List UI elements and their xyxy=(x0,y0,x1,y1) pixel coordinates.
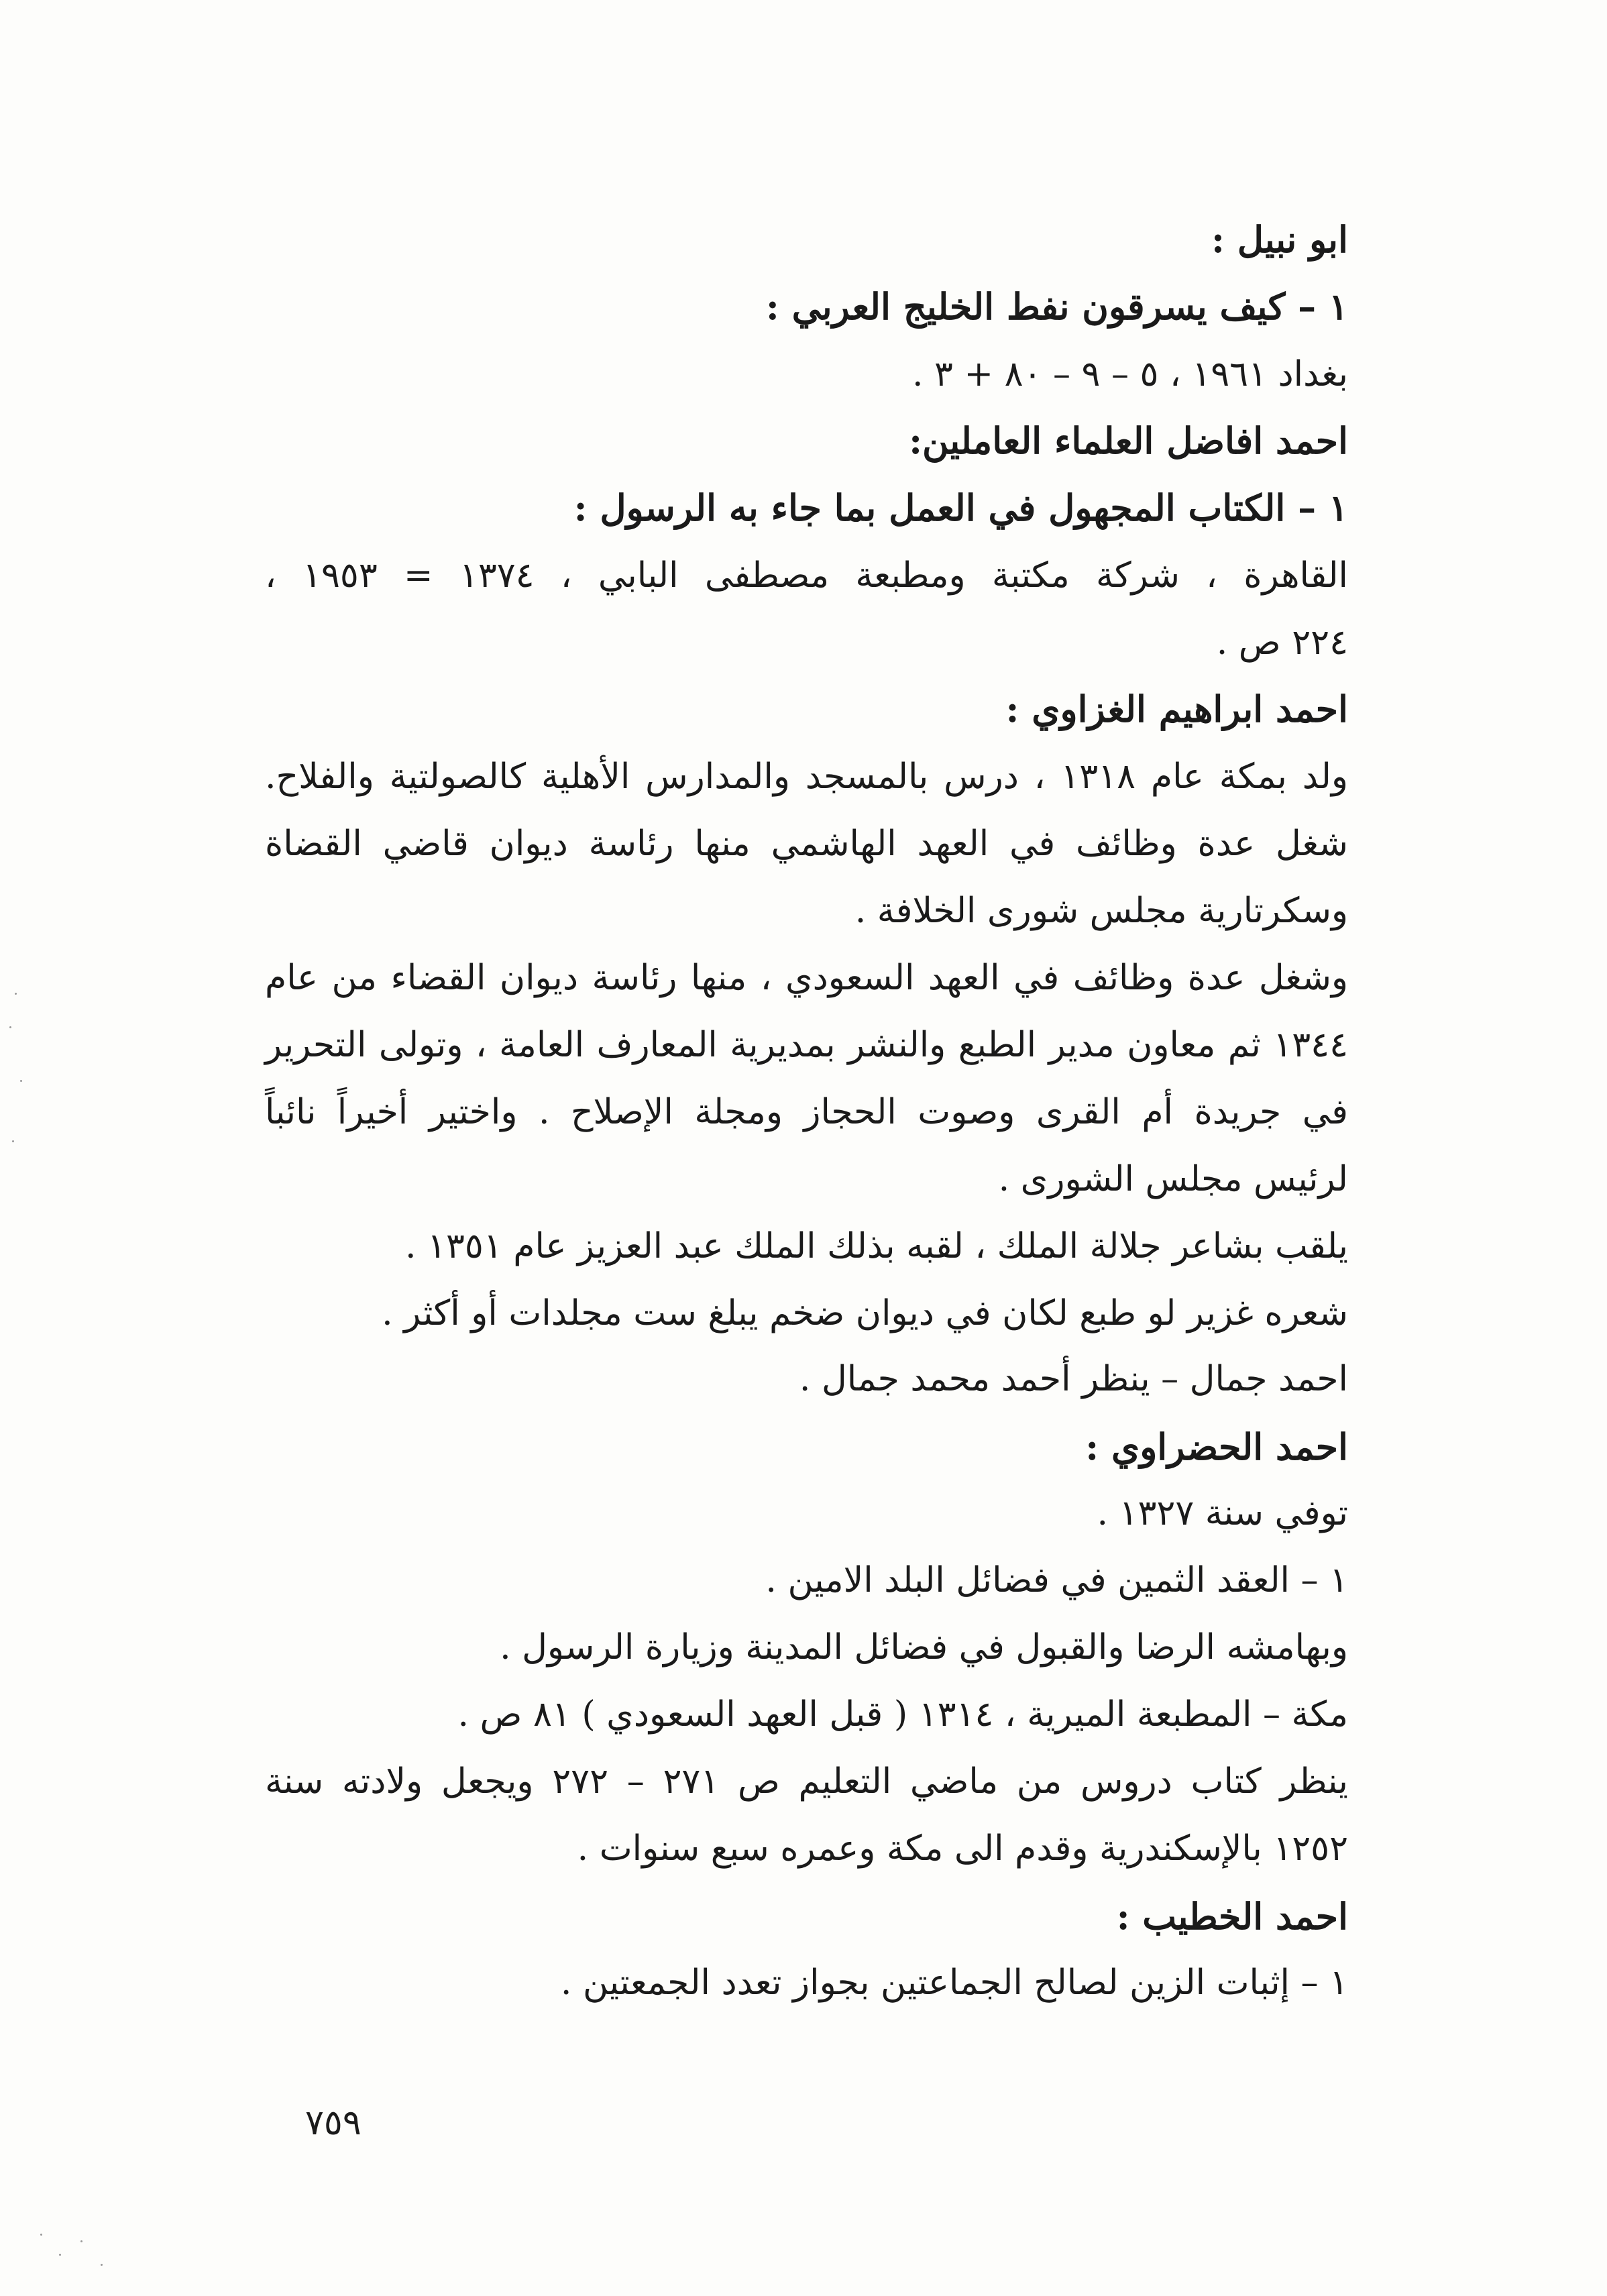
publication-line: بغداد ١٩٦١ ، ٥ – ٩ – ٨٠ + ٣ . xyxy=(911,354,1348,394)
entry-cross-reference-jamal: احمد جمال – ينظر أحمد محمد جمال . xyxy=(799,1359,1348,1399)
entry-heading-ghazzawi: احمد ابراهيم الغزاوي : xyxy=(1005,688,1348,730)
page-number: ٧٥٩ xyxy=(305,2103,362,2143)
publication-line: مكة – المطبعة الميرية ، ١٣١٤ ( قبل العهد السعودي ) ٨١ ص . xyxy=(457,1694,1348,1735)
biography-line: في جريدة أم القرى وصوت الحجاز ومجلة الإصلاح . واختير أخيراً نائباً xyxy=(265,1092,1348,1132)
scan-speck xyxy=(9,1026,11,1028)
book-title-line: ١ – الكتاب المجهول في العمل بما جاء به الرسول : xyxy=(573,486,1348,529)
entry-heading-afadil-ulama: احمد افاضل العلماء العاملين: xyxy=(909,419,1348,462)
biography-line: وسكرتارية مجلس شورى الخلافة . xyxy=(854,891,1348,931)
scan-speck xyxy=(20,1080,22,1082)
entry-heading-abu-nabil: ابو نبيل : xyxy=(1211,218,1348,261)
entry-heading-hadrawi: احمد الحضراوي : xyxy=(1085,1425,1348,1468)
reference-note-line: ينظر كتاب دروس من ماضي التعليم ص ٢٧١ – ٢٧٢ ويجعل ولادته سنة xyxy=(265,1761,1348,1802)
scan-speck xyxy=(59,2254,61,2256)
book-title-line: ١ – إثبات الزين لصالح الجماعتين بجواز تعدد الجمعتين . xyxy=(560,1963,1348,2003)
scan-speck xyxy=(80,2240,82,2242)
biography-line: شعره غزير لو طبع لكان في ديوان ضخم يبلغ ست مجلدات أو أكثر . xyxy=(382,1293,1348,1333)
book-margin-note-line: وبهامشه الرضا والقبول في فضائل المدينة وزيارة الرسول . xyxy=(500,1627,1348,1668)
scan-speck xyxy=(12,1140,14,1142)
biography-line: لرئيس مجلس الشورى . xyxy=(998,1159,1348,1199)
biography-line: وشغل عدة وظائف في العهد السعودي ، منها رئاسة ديوان القضاء من عام xyxy=(265,958,1348,998)
scan-speck xyxy=(15,993,17,995)
biography-line: شغل عدة وظائف في العهد الهاشمي منها رئاسة ديوان قاضي القضاة xyxy=(265,824,1348,864)
entry-heading-khatib: احمد الخطيب : xyxy=(1116,1895,1348,1938)
page-count-line: ٢٢٤ ص . xyxy=(1216,622,1348,663)
scan-speck xyxy=(101,2264,103,2266)
biography-line: يلقب بشاعر جلالة الملك ، لقبه بذلك الملك عبد العزيز عام ١٣٥١ . xyxy=(404,1226,1348,1266)
book-title-line: ١ – كيف يسرقون نفط الخليج العربي : xyxy=(765,285,1348,328)
reference-note-line: ١٢٥٢ بالإسكندرية وقدم الى مكة وعمره سبع سنوات . xyxy=(577,1828,1348,1869)
scan-speck xyxy=(40,2234,42,2236)
biography-line: ١٣٤٤ ثم معاون مدير الطبع والنشر بمديرية المعارف العامة ، وتولى التحرير xyxy=(265,1025,1348,1065)
publication-line: القاهرة ، شركة مكتبة ومطبعة مصطفى البابي ، ١٣٧٤ = ١٩٥٣ ، xyxy=(265,555,1349,596)
death-date-line: توفي سنة ١٣٢٧ . xyxy=(1097,1493,1348,1533)
biography-line: ولد بمكة عام ١٣١٨ ، درس بالمسجد والمدارس الأهلية كالصولتية والفلاح. xyxy=(265,757,1348,797)
book-title-line: ١ – العقد الثمين في فضائل البلد الامين . xyxy=(765,1560,1348,1600)
